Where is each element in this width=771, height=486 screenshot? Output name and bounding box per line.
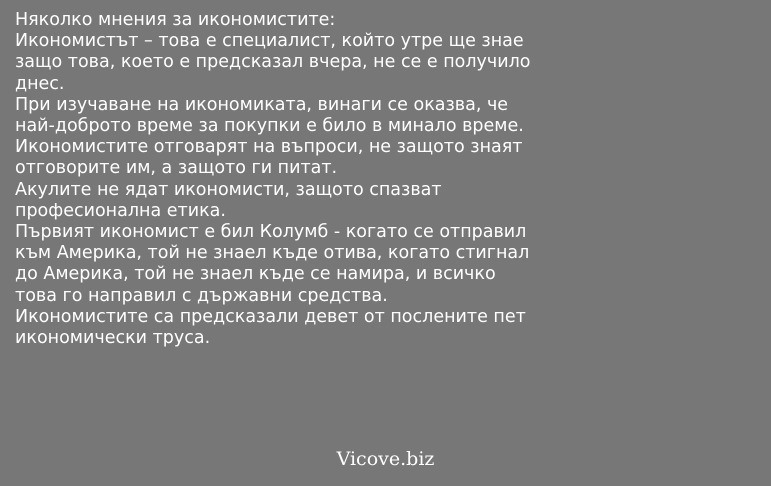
- joke-heading: Няколко мнения за икономистите:: [15, 10, 336, 30]
- joke-line: професионална етика.: [15, 200, 226, 221]
- joke-line: към Америка, той не знаел къде отива, когато стигнал: [15, 243, 530, 264]
- joke-line: Акулите не ядат икономисти, защото спазват: [15, 179, 442, 200]
- joke-line: При изучаване на икономиката, винаги се оказва, че: [15, 94, 509, 115]
- joke-line: това го направил с държавни средства.: [15, 285, 388, 306]
- site-watermark: Vicove.biz: [336, 448, 435, 470]
- joke-line: отговорите им, а защото ги питат.: [15, 158, 338, 179]
- joke-line: Икономистите са предсказали девет от послените пет: [15, 306, 526, 327]
- joke-line: най-доброто време за покупки е било в минало време.: [15, 116, 524, 137]
- joke-line: Първият икономист е бил Колумб - когато се отправил: [15, 222, 527, 243]
- joke-line: Икономистът – това е специалист, който утре ще знае: [15, 31, 524, 52]
- joke-line: икономически труса.: [15, 328, 211, 349]
- joke-text: [15, 10, 760, 349]
- joke-line: Икономистите отговарят на въпроси, не защото знаят: [15, 137, 523, 158]
- joke-line: до Америка, той не знаел къде се намира, и всичко: [15, 264, 496, 285]
- joke-line: защо това, което е предсказал вчера, не се е получило: [15, 52, 531, 73]
- joke-line: днес.: [15, 73, 65, 94]
